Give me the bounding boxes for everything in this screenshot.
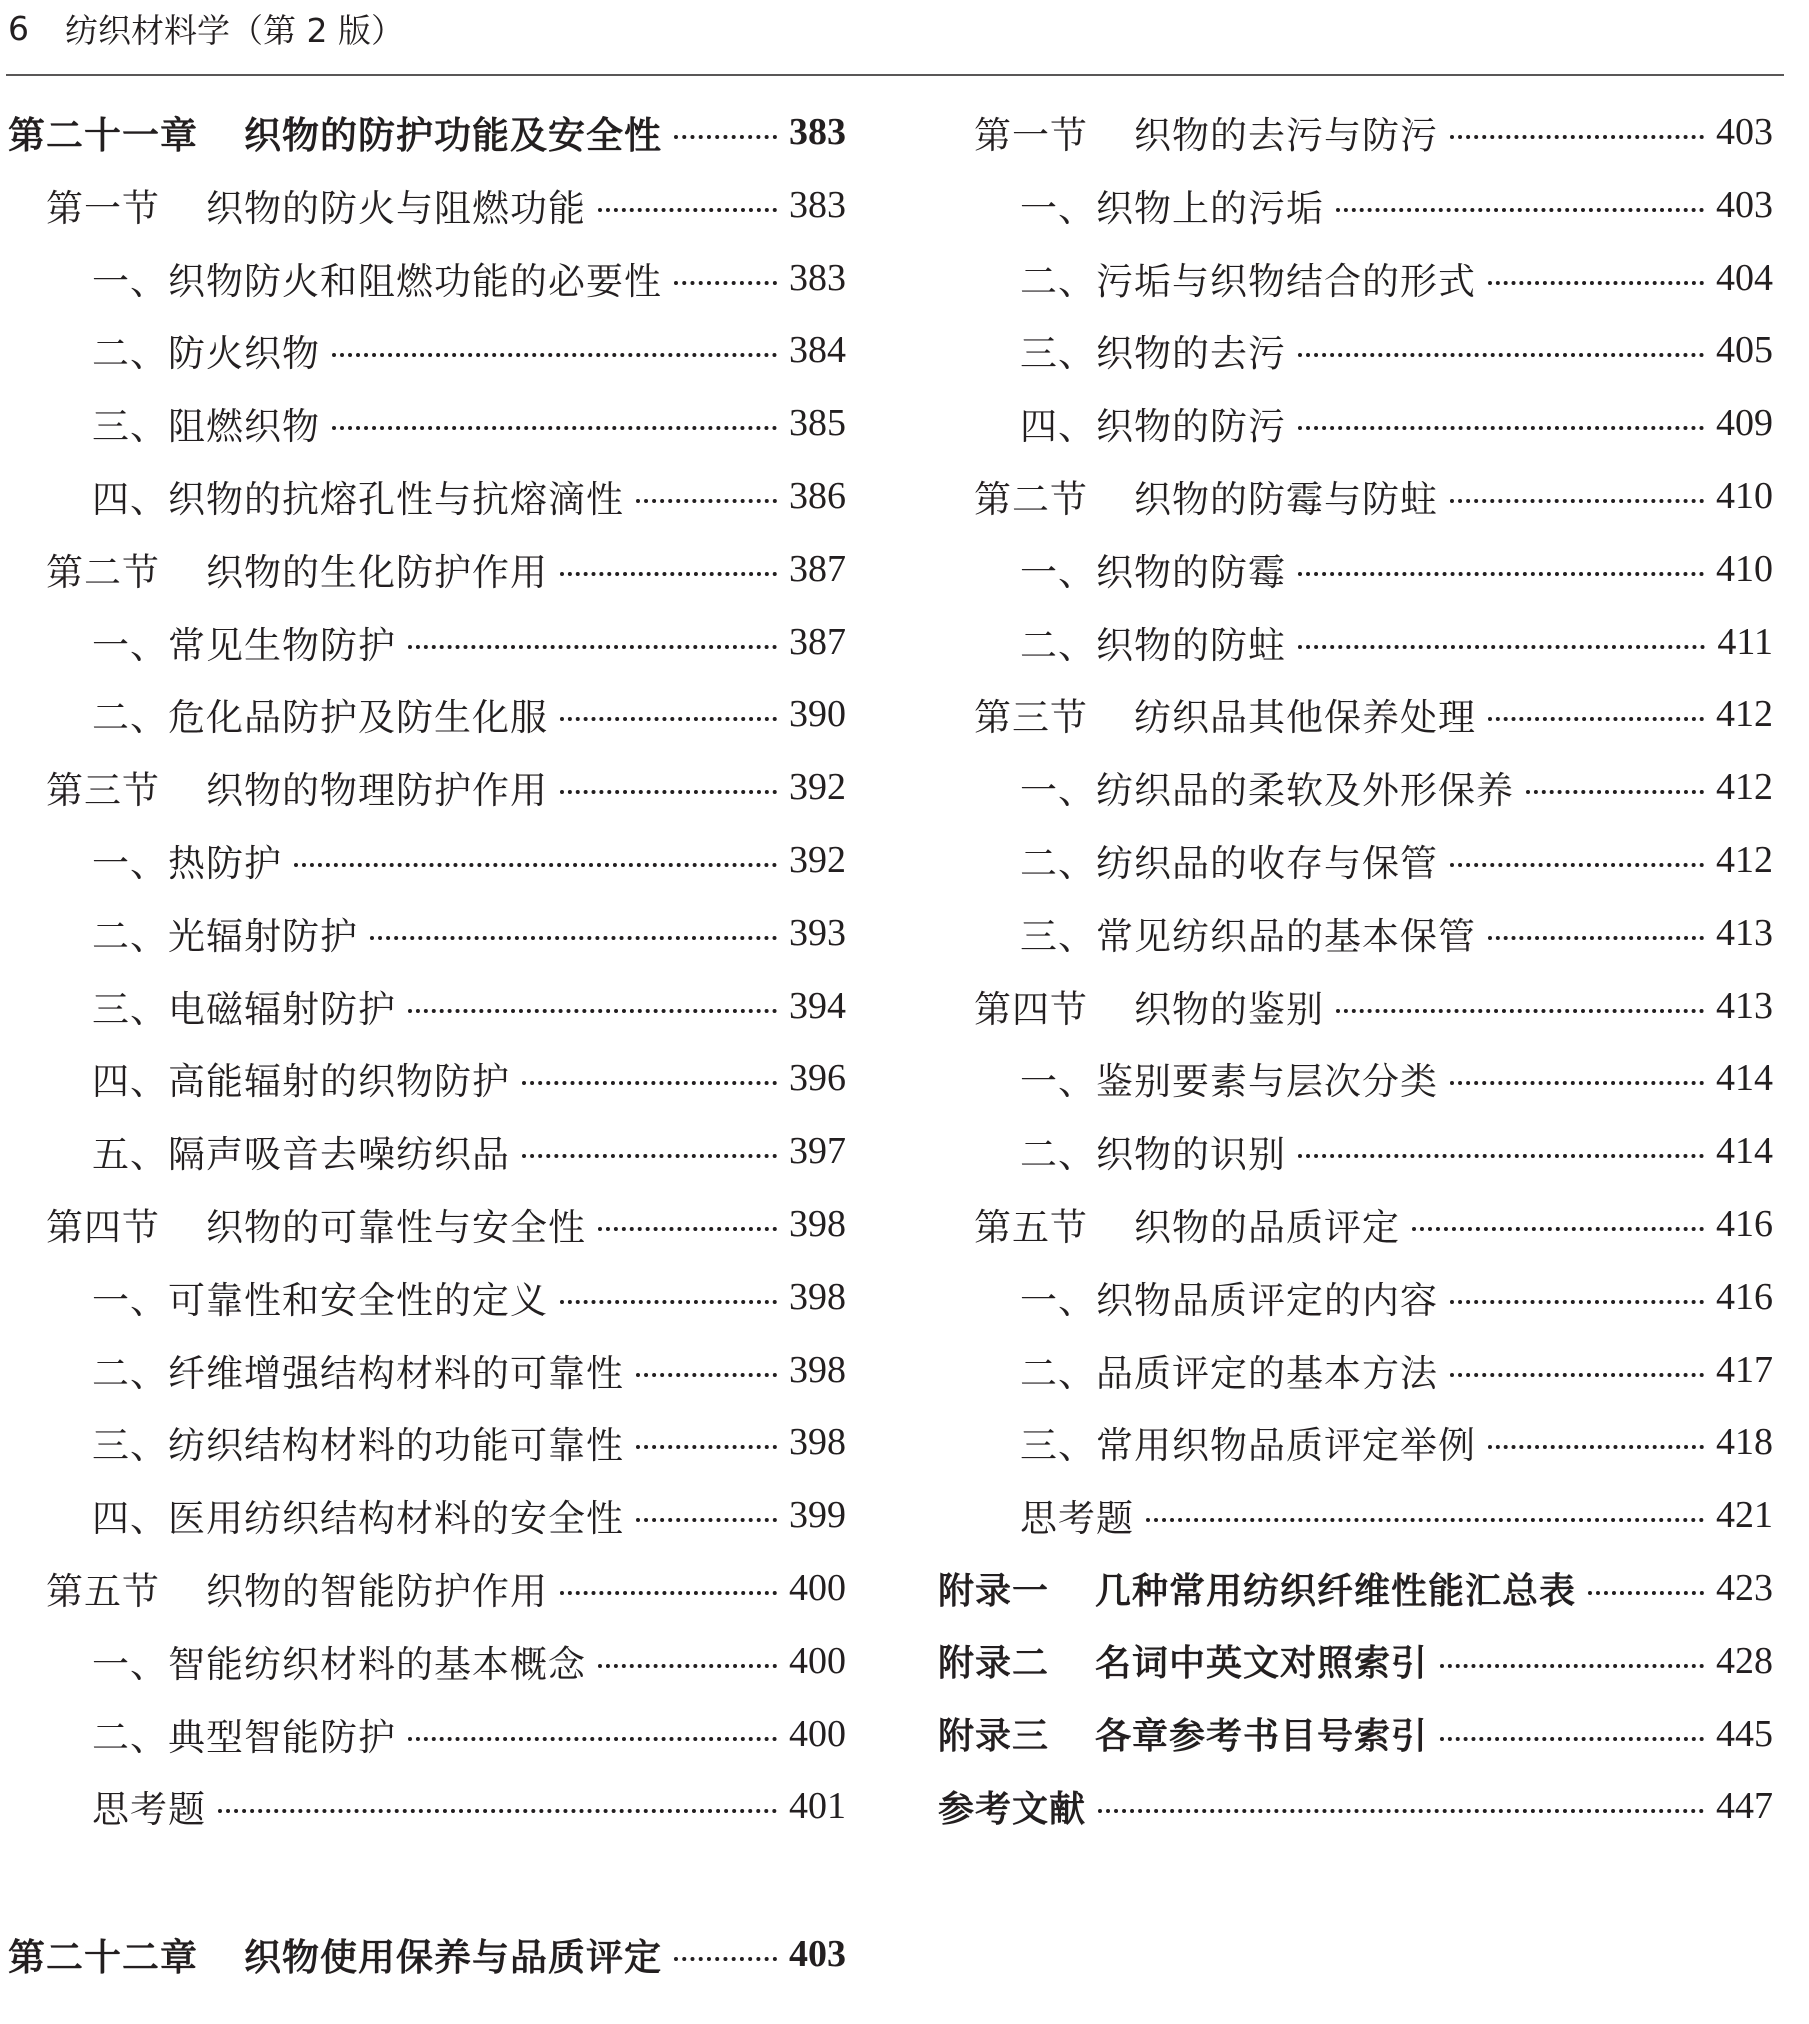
dot-leader xyxy=(1336,979,1704,1013)
toc-entry-page-number: 416 xyxy=(1716,1275,1773,1318)
toc-entry-page-number: 398 xyxy=(789,1421,846,1464)
toc-entry-item[interactable] xyxy=(938,609,1773,675)
toc-entry-item[interactable] xyxy=(8,973,846,1039)
toc-entry-item[interactable] xyxy=(938,900,1773,966)
toc-entry-title: 三、纺织结构材料的功能可靠性 xyxy=(92,1424,624,1468)
toc-entry-item[interactable] xyxy=(8,1628,846,1694)
toc-entry-title: 织物的物理防护作用 xyxy=(206,769,548,813)
toc-entry-title: 一、智能纺织材料的基本概念 xyxy=(92,1642,586,1686)
dot-leader xyxy=(1298,542,1704,576)
toc-entry-label: 第四节 xyxy=(974,987,1088,1031)
toc-entry-page-number: 413 xyxy=(1716,911,1773,954)
toc-entry-page-number: 421 xyxy=(1716,1494,1773,1537)
book-title: 纺织材料学（第 2 版） xyxy=(65,10,404,50)
toc-entry-title: 织物的鉴别 xyxy=(1134,987,1324,1031)
dot-leader xyxy=(1450,105,1704,139)
toc-entry-title: 五、隔声吸音去噪纺织品 xyxy=(92,1133,510,1177)
toc-entry-title: 参考文献 xyxy=(938,1788,1087,1830)
toc-entry-title: 四、高能辐射的织物防护 xyxy=(92,1060,510,1104)
dot-leader xyxy=(1440,1634,1704,1668)
dot-leader xyxy=(408,979,777,1013)
toc-entry-label: 附录一 xyxy=(938,1570,1050,1612)
toc-entry-chapter[interactable] xyxy=(8,99,846,165)
toc-entry-section[interactable] xyxy=(8,172,846,238)
dot-leader xyxy=(408,1707,777,1741)
dot-leader xyxy=(522,1051,777,1085)
dot-leader xyxy=(1098,1779,1704,1813)
toc-entry-label: 第五节 xyxy=(974,1206,1088,1249)
toc-entry-title: 二、品质评定的基本方法 xyxy=(1020,1351,1438,1395)
toc-entry-item[interactable] xyxy=(938,1337,1773,1403)
toc-entry-title: 织物的可靠性与安全性 xyxy=(206,1206,586,1249)
toc-entry-title: 一、织物的防霉 xyxy=(1020,550,1286,594)
toc-entry-title: 三、常见纺织品的基本保管 xyxy=(1020,914,1476,958)
toc-entry-title: 一、可靠性和安全性的定义 xyxy=(92,1278,548,1322)
toc-entry-page-number: 412 xyxy=(1716,693,1773,736)
dot-leader xyxy=(1450,469,1704,503)
toc-entry-page-number: 403 xyxy=(1716,111,1773,153)
toc-entry-section[interactable] xyxy=(938,99,1773,165)
dot-leader xyxy=(674,1927,777,1961)
toc-entry-item[interactable] xyxy=(8,1264,846,1330)
toc-entry-page-number: 394 xyxy=(789,984,846,1027)
dot-leader xyxy=(636,1415,777,1449)
toc-entry-item[interactable] xyxy=(8,463,846,529)
toc-entry-title: 一、常见生物防护 xyxy=(92,623,396,667)
toc-entry-title: 二、织物的防蛀 xyxy=(1020,623,1286,667)
dot-leader xyxy=(560,687,777,721)
toc-entry-item[interactable] xyxy=(938,390,1773,456)
toc-entry-item[interactable] xyxy=(938,1118,1773,1184)
toc-entry-page-number: 423 xyxy=(1716,1567,1773,1609)
toc-entry-title: 三、电磁辐射防护 xyxy=(92,987,396,1031)
dot-leader xyxy=(1488,906,1704,940)
toc-entry-page-number: 398 xyxy=(789,1348,846,1391)
dot-leader xyxy=(1488,687,1704,721)
toc-entry-item[interactable] xyxy=(8,827,846,893)
toc-entry-title: 二、纤维增强结构材料的可靠性 xyxy=(92,1351,624,1395)
toc-entry-page-number: 410 xyxy=(1716,547,1773,590)
toc-entry-chapter[interactable] xyxy=(8,1921,846,1987)
toc-entry-item[interactable] xyxy=(938,1482,1773,1548)
toc-entry-section[interactable] xyxy=(8,1191,846,1257)
toc-entry-page-number: 387 xyxy=(789,620,846,663)
toc-entry-item[interactable] xyxy=(8,900,846,966)
toc-entry-title: 一、纺织品的柔软及外形保养 xyxy=(1020,769,1514,813)
toc-entry-page-number: 398 xyxy=(789,1203,846,1245)
toc-entry-title: 思考题 xyxy=(1020,1497,1134,1541)
toc-entry-title: 二、光辐射防护 xyxy=(92,914,358,958)
toc-entry-title: 一、热防护 xyxy=(92,842,282,885)
toc-entry-title: 三、常用织物品质评定举例 xyxy=(1020,1424,1476,1468)
toc-entry-page-number: 445 xyxy=(1716,1712,1773,1755)
toc-entry-section[interactable] xyxy=(938,1191,1773,1257)
dot-leader xyxy=(332,396,777,430)
toc-entry-title: 名词中英文对照索引 xyxy=(1095,1643,1429,1685)
toc-entry-section[interactable] xyxy=(8,536,846,602)
toc-entry-title: 织物的生化防护作用 xyxy=(206,550,548,594)
dot-leader xyxy=(1450,1051,1704,1085)
dot-leader xyxy=(1412,1197,1704,1231)
toc-entry-title: 三、阻燃织物 xyxy=(92,405,320,449)
toc-entry-item[interactable] xyxy=(8,317,846,383)
toc-entry-title: 三、织物的去污 xyxy=(1020,332,1286,376)
dot-leader xyxy=(408,615,777,649)
toc-entry-section[interactable] xyxy=(8,754,846,820)
toc-entry-page-number: 392 xyxy=(789,839,846,881)
dot-leader xyxy=(1450,1270,1704,1304)
toc-entry-item[interactable] xyxy=(8,1482,846,1548)
dot-leader xyxy=(1488,1415,1704,1449)
toc-entry-title: 织物的防护功能及安全性 xyxy=(244,113,662,157)
toc-entry-title: 二、防火织物 xyxy=(92,332,320,376)
toc-entry-page-number: 404 xyxy=(1716,256,1773,299)
toc-entry-appendix[interactable] xyxy=(938,1773,1773,1839)
toc-entry-page-number: 428 xyxy=(1716,1639,1773,1682)
dot-leader xyxy=(1450,833,1704,867)
toc-entry-title: 四、织物的防污 xyxy=(1020,405,1286,449)
toc-entry-item[interactable] xyxy=(938,536,1773,602)
dot-leader xyxy=(636,1488,777,1522)
toc-entry-page-number: 400 xyxy=(789,1567,846,1609)
dot-leader xyxy=(560,1561,777,1595)
toc-entry-appendix[interactable] xyxy=(938,1701,1773,1767)
toc-entry-title: 纺织品其他保养处理 xyxy=(1134,696,1476,740)
toc-entry-title: 几种常用纺织纤维性能汇总表 xyxy=(1095,1570,1577,1612)
toc-entry-page-number: 413 xyxy=(1716,984,1773,1027)
toc-entry-section[interactable] xyxy=(8,1555,846,1621)
dot-leader xyxy=(294,833,777,867)
toc-entry-page-number: 414 xyxy=(1716,1130,1773,1173)
toc-entry-page-number: 447 xyxy=(1716,1785,1773,1828)
toc-entry-page-number: 397 xyxy=(789,1130,846,1173)
toc-entry-title: 织物使用保养与品质评定 xyxy=(244,1935,662,1979)
toc-entry-page-number: 393 xyxy=(789,911,846,954)
toc-entry-page-number: 399 xyxy=(789,1494,846,1537)
toc-entry-page-number: 417 xyxy=(1716,1348,1773,1391)
dot-leader xyxy=(1526,760,1704,794)
toc-entry-section[interactable] xyxy=(938,973,1773,1039)
toc-entry-item[interactable] xyxy=(8,1118,846,1184)
dot-leader xyxy=(370,906,777,940)
toc-entry-page-number: 396 xyxy=(789,1057,846,1100)
dot-leader xyxy=(560,542,777,576)
toc-entry-item[interactable] xyxy=(8,245,846,311)
toc-entry-page-number: 409 xyxy=(1716,402,1773,445)
toc-entry-item[interactable] xyxy=(938,754,1773,820)
toc-entry-page-number: 385 xyxy=(789,402,846,445)
page-number: 6 xyxy=(8,8,29,48)
toc-entry-page-number: 398 xyxy=(789,1275,846,1318)
toc-entry-title: 织物的品质评定 xyxy=(1134,1206,1400,1249)
toc-entry-label: 第二十一章 xyxy=(8,113,198,157)
dot-leader xyxy=(1298,323,1704,357)
toc-entry-label: 第二节 xyxy=(974,478,1088,521)
toc-entry-appendix[interactable] xyxy=(938,1628,1773,1694)
toc-entry-page-number: 414 xyxy=(1716,1057,1773,1100)
dot-leader xyxy=(1450,1343,1704,1377)
dot-leader xyxy=(1298,396,1704,430)
dot-leader xyxy=(674,251,777,285)
toc-entry-page-number: 387 xyxy=(789,547,846,590)
toc-entry-title: 织物的去污与防污 xyxy=(1134,114,1438,157)
toc-entry-title: 二、危化品防护及防生化服 xyxy=(92,696,548,740)
toc-entry-title: 四、医用纺织结构材料的安全性 xyxy=(92,1497,624,1541)
toc-entry-label: 第四节 xyxy=(46,1206,160,1249)
toc-entry-label: 第三节 xyxy=(46,769,160,813)
toc-entry-item[interactable] xyxy=(938,1045,1773,1111)
toc-entry-title: 织物的防火与阻燃功能 xyxy=(206,186,586,230)
dot-leader xyxy=(598,1634,777,1668)
dot-leader xyxy=(522,1124,777,1158)
toc-entry-page-number: 384 xyxy=(789,329,846,372)
toc-entry-label: 第一节 xyxy=(46,186,160,230)
dot-leader xyxy=(332,323,777,357)
dot-leader xyxy=(1146,1488,1704,1522)
dot-leader xyxy=(560,760,777,794)
toc-entry-item[interactable] xyxy=(8,681,846,747)
toc-entry-page-number: 383 xyxy=(789,183,846,226)
toc-entry-title: 一、织物品质评定的内容 xyxy=(1020,1278,1438,1322)
toc-entry-item[interactable] xyxy=(938,1264,1773,1330)
toc-entry-title: 四、织物的抗熔孔性与抗熔滴性 xyxy=(92,478,624,521)
toc-entry-label: 第三节 xyxy=(974,696,1088,740)
dot-leader xyxy=(636,469,777,503)
toc-entry-label: 第二节 xyxy=(46,550,160,594)
toc-entry-page-number: 405 xyxy=(1716,329,1773,372)
toc-entry-title: 二、织物的识别 xyxy=(1020,1133,1286,1177)
toc-entry-page-number: 411 xyxy=(1717,620,1773,663)
toc-entry-page-number: 416 xyxy=(1716,1203,1773,1245)
toc-entry-item[interactable] xyxy=(938,172,1773,238)
toc-entry-label: 第一节 xyxy=(974,114,1088,157)
toc-entry-page-number: 400 xyxy=(789,1712,846,1755)
toc-entry-label: 附录三 xyxy=(938,1716,1050,1758)
toc-entry-item[interactable] xyxy=(8,609,846,675)
toc-entry-appendix[interactable] xyxy=(938,1555,1773,1621)
dot-leader xyxy=(1336,178,1704,212)
toc-entry-item[interactable] xyxy=(8,390,846,456)
toc-entry-item[interactable] xyxy=(8,1045,846,1111)
toc-entry-section[interactable] xyxy=(938,463,1773,529)
dot-leader xyxy=(1298,1124,1704,1158)
running-header xyxy=(8,6,404,50)
toc-entry-item[interactable] xyxy=(8,1701,846,1767)
dot-leader xyxy=(598,178,777,212)
toc-entry-title: 一、织物上的污垢 xyxy=(1020,186,1324,230)
toc-entry-label: 第二十二章 xyxy=(8,1935,198,1979)
toc-entry-item[interactable] xyxy=(8,1409,846,1475)
dot-leader xyxy=(636,1343,777,1377)
toc-entry-section[interactable] xyxy=(938,681,1773,747)
toc-entry-page-number: 410 xyxy=(1716,475,1773,517)
toc-entry-item[interactable] xyxy=(8,1337,846,1403)
toc-entry-label: 第五节 xyxy=(46,1570,160,1613)
toc-entry-item[interactable] xyxy=(938,317,1773,383)
toc-entry-item[interactable] xyxy=(938,245,1773,311)
toc-entry-page-number: 386 xyxy=(789,475,846,517)
toc-entry-page-number: 383 xyxy=(789,256,846,299)
header-divider xyxy=(6,74,1784,76)
toc-entry-page-number: 401 xyxy=(789,1785,846,1828)
dot-leader xyxy=(560,1270,777,1304)
toc-entry-item[interactable] xyxy=(938,827,1773,893)
toc-entry-title: 各章参考书目号索引 xyxy=(1095,1716,1429,1758)
toc-entry-title: 织物的防霉与防蛀 xyxy=(1134,478,1438,521)
toc-entry-page-number: 383 xyxy=(789,111,846,153)
toc-entry-title: 二、纺织品的收存与保管 xyxy=(1020,842,1438,885)
dot-leader xyxy=(674,105,777,139)
toc-entry-page-number: 390 xyxy=(789,693,846,736)
dot-leader xyxy=(598,1197,777,1231)
toc-entry-title: 一、织物防火和阻燃功能的必要性 xyxy=(92,259,662,303)
toc-entry-page-number: 403 xyxy=(789,1933,846,1975)
toc-entry-page-number: 418 xyxy=(1716,1421,1773,1464)
toc-entry-item[interactable] xyxy=(938,1409,1773,1475)
dot-leader xyxy=(1440,1707,1704,1741)
toc-entry-title: 思考题 xyxy=(92,1788,206,1832)
toc-entry-title: 织物的智能防护作用 xyxy=(206,1570,548,1613)
toc-entry-page-number: 400 xyxy=(789,1639,846,1682)
toc-entry-title: 二、典型智能防护 xyxy=(92,1715,396,1759)
toc-entry-title: 一、鉴别要素与层次分类 xyxy=(1020,1060,1438,1104)
dot-leader xyxy=(1488,251,1704,285)
toc-entry-page-number: 392 xyxy=(789,766,846,809)
toc-entry-label: 附录二 xyxy=(938,1643,1050,1685)
toc-entry-page-number: 403 xyxy=(1716,183,1773,226)
toc-entry-page-number: 412 xyxy=(1716,839,1773,881)
dot-leader xyxy=(218,1779,777,1813)
toc-entry-item[interactable] xyxy=(8,1773,846,1839)
dot-leader xyxy=(1588,1561,1704,1595)
toc-entry-title: 二、污垢与织物结合的形式 xyxy=(1020,259,1476,303)
toc-entry-page-number: 412 xyxy=(1716,766,1773,809)
dot-leader xyxy=(1298,615,1705,649)
